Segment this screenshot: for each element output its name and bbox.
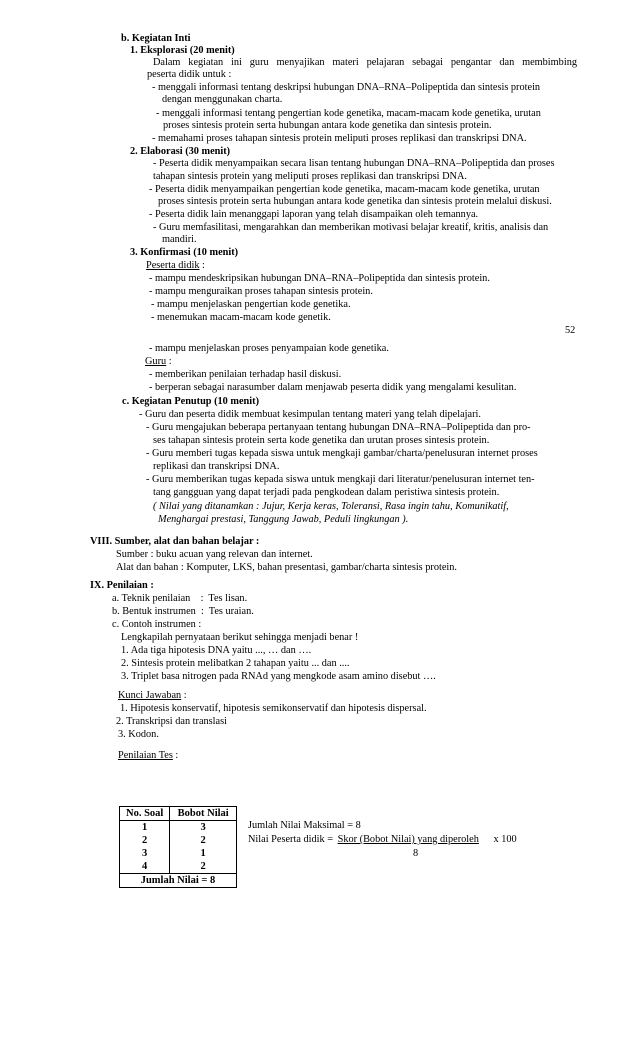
question-item: 1. Ada tiga hipotesis DNA yaitu ..., … dan ….	[121, 645, 312, 656]
table-cell: 3	[120, 847, 170, 860]
eksplorasi-intro: Dalam kegiatan ini guru menyajikan materi pelajaran sebagai pengantar dan membimbing	[153, 57, 577, 68]
nilai-formula	[248, 834, 517, 846]
instrumen-instruction: Lengkapilah pernyataan berikut sehingga menjadi benar !	[121, 632, 359, 643]
nilai-formula-prefix: Nilai Peserta didik =	[248, 834, 334, 845]
table-cell: 1	[120, 821, 170, 835]
kegiatan-inti-heading: b. Kegiatan Inti	[121, 33, 191, 44]
table-cell: 2	[170, 834, 237, 847]
table-total-row	[120, 874, 237, 888]
table-row	[120, 860, 237, 874]
penilaian-tes-row	[118, 750, 178, 762]
konfirmasi-peserta-item: - mampu menjelaskan proses penyampaian kode genetika.	[149, 343, 389, 354]
penutup-item: - Guru memberi tugas kepada siswa untuk mengkaji gambar/charta/penelusuran internet proses	[146, 448, 538, 459]
sumber-heading: VIII. Sumber, alat dan bahan belajar :	[90, 536, 260, 547]
kunci-jawaban-row	[118, 690, 187, 702]
jumlah-nilai-maksimal: Jumlah Nilai Maksimal = 8	[248, 820, 361, 831]
table-cell: 1	[170, 847, 237, 860]
table-header-cell: No. Soal	[120, 807, 170, 821]
elaborasi-item: - Peserta didik menyampaikan secara lisan tentang hubungan DNA–RNA–Polipeptida dan proses	[153, 158, 555, 169]
kegiatan-penutup-heading: c. Kegiatan Penutup (10 menit)	[122, 396, 259, 407]
nilai-formula-times: x 100	[493, 834, 517, 845]
answer-item: 1. Hipotesis konservatif, hipotesis semikonservatif dan hipotesis dispersal.	[120, 703, 427, 714]
bobot-nilai-table	[119, 806, 237, 888]
page-number: 52	[565, 325, 576, 336]
konfirmasi-guru-item: - memberikan penilaian terhadap hasil diskusi.	[149, 369, 342, 380]
penutup-item: ses tahapan sintesis protein serta kode genetika dan urutan proses sintesis protein.	[153, 435, 490, 446]
table-cell: 2	[170, 860, 237, 874]
table-cell: 4	[120, 860, 170, 874]
elaborasi-item: mandiri.	[162, 234, 197, 245]
sumber-line: Sumber : buku acuan yang relevan dan internet.	[116, 549, 313, 560]
guru-label-row: Guru :	[145, 356, 172, 367]
elaborasi-item: proses sintesis protein serta hubungan antara kode genetika dan sintesis protein melalui diskusi.	[158, 196, 552, 207]
kunci-jawaban-label: Kunci Jawaban	[118, 690, 182, 701]
table-cell: 2	[120, 834, 170, 847]
table-header-cell: Bobot Nilai	[170, 807, 237, 821]
peserta-didik-label: Peserta didik	[146, 260, 200, 271]
elaborasi-item: tahapan sintesis protein yang meliputi proses replikasi dan transkripsi DNA.	[153, 171, 467, 182]
peserta-didik-label-row: Peserta didik :	[146, 260, 205, 271]
kunci-jawaban-colon: :	[181, 690, 187, 701]
alat-bahan-line: Alat dan bahan : Komputer, LKS, bahan presentasi, gambar/charta sintesis protein.	[116, 562, 458, 573]
elaborasi-title: 2. Elaborasi (30 menit)	[130, 146, 231, 157]
eksplorasi-intro-cont: peserta didik untuk :	[147, 69, 232, 80]
table-row	[120, 834, 237, 847]
nilai-formula-numerator: Skor (Bobot Nilai) yang diperoleh	[337, 834, 479, 845]
konfirmasi-guru-item: - berperan sebagai narasumber dalam menjawab peserta didik yang mengalami kesulitan.	[149, 382, 517, 393]
eksplorasi-title: 1. Eksplorasi (20 menit)	[130, 45, 235, 56]
penilaian-tes-colon: :	[172, 750, 179, 761]
elaborasi-item: - Peserta didik menyampaikan pengertian kode genetika, macam-macam kode genetika, urutan	[149, 184, 540, 195]
penutup-item: replikasi dan transkripsi DNA.	[153, 461, 280, 472]
guru-label: Guru	[145, 356, 167, 367]
konfirmasi-peserta-item: - mampu menguraikan proses tahapan sintesis protein.	[149, 286, 373, 297]
table-row	[120, 847, 237, 860]
konfirmasi-title: 3. Konfirmasi (10 menit)	[130, 247, 239, 258]
teknik-penilaian: a. Teknik penilaian : Tes lisan.	[112, 593, 248, 604]
penilaian-tes-label: Penilaian Tes	[118, 750, 173, 761]
eksplorasi-item: - menggali informasi tentang deskripsi hubungan DNA–RNA–Polipeptida dan sintesis protein	[152, 82, 541, 93]
nilai-formula-denominator: 8	[413, 848, 419, 859]
konfirmasi-peserta-item: - mampu mendeskripsikan hubungan DNA–RNA–Polipeptida dan sintesis protein.	[149, 273, 490, 284]
penutup-item: tang gangguan yang dapat terjadi pada pengkodean dalam peristiwa sintesis protein.	[153, 487, 500, 498]
nilai-ditanamkan-cont: Menghargai prestasi, Tanggung Jawab, Peduli lingkungan ).	[158, 514, 409, 525]
elaborasi-item: - Peserta didik lain menanggapi laporan yang telah disampaikan oleh temannya.	[149, 209, 479, 220]
table-header-row	[120, 807, 237, 821]
penutup-item: - Guru dan peserta didik membuat kesimpulan tentang materi yang telah dipelajari.	[139, 409, 481, 420]
question-item: 3. Triplet basa nitrogen pada RNAd yang mengkode asam amino disebut ….	[121, 671, 436, 682]
penilaian-heading: IX. Penilaian :	[90, 580, 154, 591]
eksplorasi-item: - memahami proses tahapan sintesis protein meliputi proses replikasi dan transkripsi DNA.	[152, 133, 527, 144]
eksplorasi-item: - menggali informasi tentang pengertian kode genetika, macam-macam kode genetika, urutan	[156, 108, 541, 119]
penutup-item: - Guru memberikan tugas kepada siswa untuk mengkaji dari literatur/penelusuran internet ten-	[146, 474, 535, 485]
eksplorasi-item: proses sintesis protein serta hubungan antara kode genetika dan sintesis protein.	[163, 120, 492, 131]
bentuk-instrumen: b. Bentuk instrumen : Tes uraian.	[112, 606, 254, 617]
eksplorasi-item: dengan menggunakan charta.	[162, 94, 283, 105]
table-row	[120, 821, 237, 835]
penutup-item: - Guru mengajukan beberapa pertanyaan tentang hubungan DNA–RNA–Polipeptida dan pro-	[146, 422, 531, 433]
konfirmasi-peserta-item: - mampu menjelaskan pengertian kode genetika.	[151, 299, 351, 310]
elaborasi-item: - Guru memfasilitasi, mengarahkan dan memberikan motivasi belajar kreatif, kritis, analisis dan	[153, 222, 549, 233]
nilai-ditanamkan: ( Nilai yang ditanamkan : Jujur, Kerja keras, Toleransi, Rasa ingin tahu, Komunikatif,	[153, 501, 509, 512]
answer-item: 3. Kodon.	[118, 729, 159, 740]
contoh-instrumen: c. Contoh instrumen :	[112, 619, 202, 630]
table-cell: 3	[170, 821, 237, 835]
konfirmasi-peserta-item: - menemukan macam-macam kode genetik.	[151, 312, 331, 323]
answer-item: 2. Transkripsi dan translasi	[116, 716, 227, 727]
table-total-cell: Jumlah Nilai = 8	[120, 874, 237, 888]
question-item: 2. Sintesis protein melibatkan 2 tahapan yaitu ... dan ....	[121, 658, 350, 669]
